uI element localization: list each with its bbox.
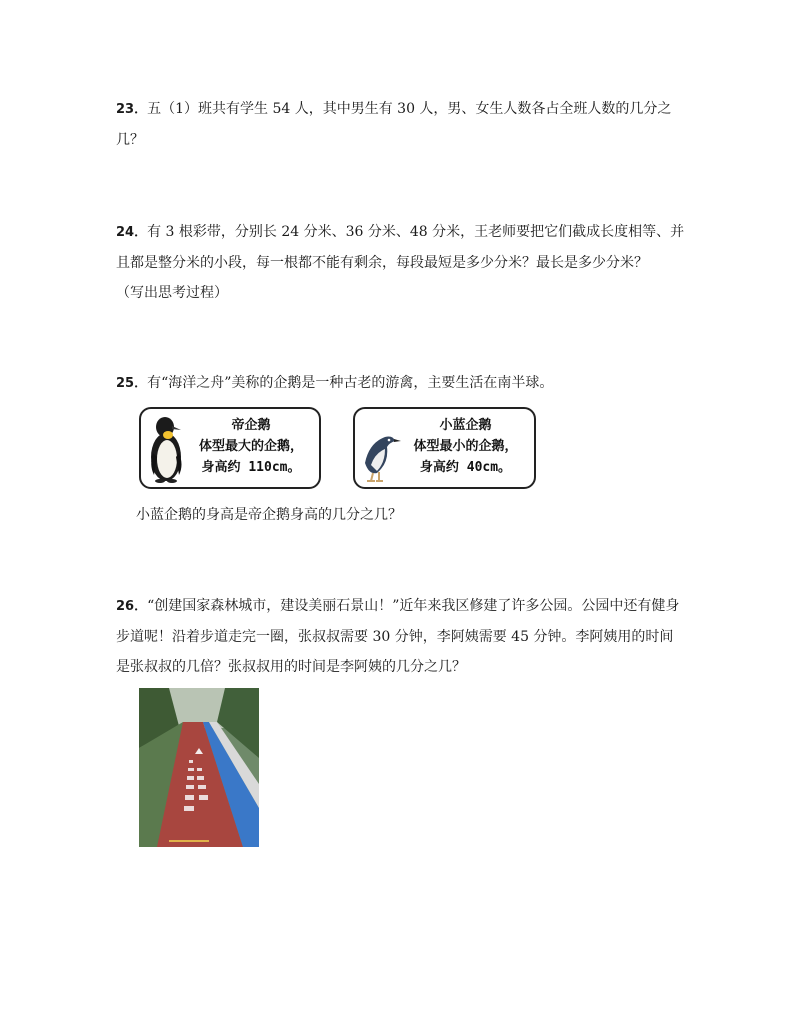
card-text [189, 415, 313, 478]
little-blue-penguin-icon [359, 413, 401, 485]
info-card-emperor-penguin [139, 407, 321, 489]
question-26 [116, 591, 686, 682]
fitness-trail-photo [139, 688, 259, 847]
question-number: 23． [116, 102, 148, 117]
question-hint: （写出思考过程） [116, 285, 228, 301]
question-text: “创建国家森林城市，建设美丽石景山！”近年来我区修建了许多公园。公园中还有健身步道呢！沿着步道走完一圈，张叔叔需要 30 分钟，李阿姨需要 45 分钟。李阿姨用的时间是张叔叔的几倍？张叔叔用的时间是李阿姨的几分之几？ [116, 598, 680, 675]
card-title: 小蓝企鹅 [439, 418, 492, 433]
question-23 [116, 94, 686, 155]
question-text: 有 3 根彩带，分别长 24 分米、36 分米、48 分米，王老师要把它们截成长度相等、并且都是整分米的小段，每一根都不能有剩余，每段最短是多少分米？最长是多少分米？ [116, 224, 685, 271]
question-text: 有“海洋之舟”美称的企鹅是一种古老的游禽，主要生活在南半球。 [147, 375, 554, 391]
info-card-little-blue-penguin [353, 407, 536, 489]
card-text [403, 415, 528, 478]
card-line: 体型最小的企鹅， [413, 439, 518, 454]
question-25 [116, 368, 686, 399]
card-title: 帝企鹅 [231, 418, 271, 433]
question-text: 五（1）班共有学生 54 人，其中男生有 30 人，男、女生人数各占全班人数的几分之几？ [116, 101, 672, 148]
emperor-penguin-icon [145, 413, 187, 485]
card-line: 身高约 40cm。 [419, 460, 512, 475]
question-number: 26． [116, 599, 148, 614]
question-number: 25． [116, 376, 148, 391]
question-number: 24． [116, 225, 148, 240]
card-line: 体型最大的企鹅， [198, 439, 303, 454]
question-24 [116, 217, 686, 308]
card-line: 身高约 110cm。 [201, 460, 301, 475]
question-25-subquestion: 小蓝企鹅的身高是帝企鹅身高的几分之几？ [136, 507, 402, 523]
